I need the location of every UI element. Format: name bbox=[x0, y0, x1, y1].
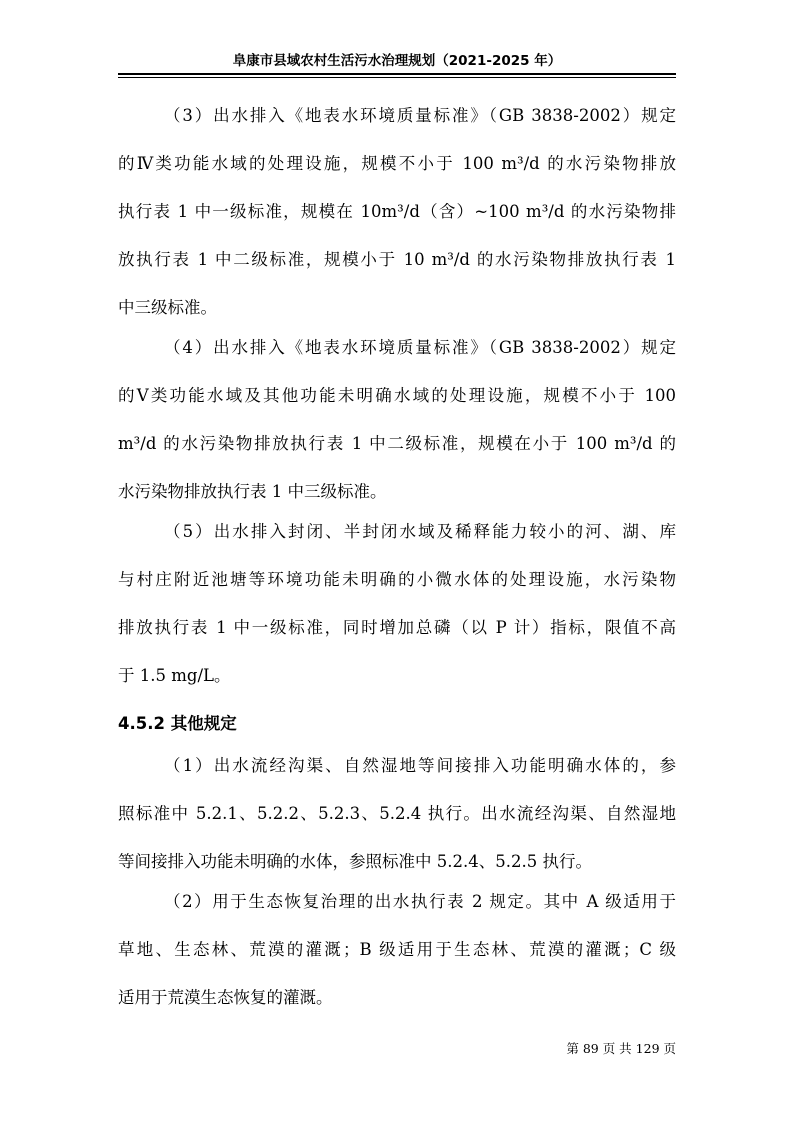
paragraph-3-line: （3）出水排入《地表水环境质量标准》（GB 3838-2002）规定 bbox=[164, 106, 676, 125]
rule-2-line: 草地、生态林、荒漠的灌溉；B 级适用于生态林、荒漠的灌溉；C 级 bbox=[118, 940, 676, 959]
header-rule bbox=[118, 73, 676, 75]
paragraph-4-line: 水污染物排放执行表 1 中三级标准。 bbox=[118, 482, 387, 501]
header-rule-thin bbox=[118, 77, 676, 78]
paragraph-4-line: m³/d 的水污染物排放执行表 1 中二级标准，规模在小于 100 m³/d 的 bbox=[118, 434, 676, 453]
page-number: 第 89 页 共 129 页 bbox=[566, 1041, 676, 1056]
running-header: 阜康市县域农村生活污水治理规划（2021-2025 年） bbox=[232, 53, 562, 69]
paragraph-3-line: 放执行表 1 中二级标准，规模小于 10 m³/d 的水污染物排放执行表 1 bbox=[118, 250, 676, 269]
paragraph-3-line: 的Ⅳ类功能水域的处理设施，规模不小于 100 m³/d 的水污染物排放 bbox=[118, 154, 676, 173]
rule-1-line: 照标准中 5.2.1、5.2.2、5.2.3、5.2.4 执行。出水流经沟渠、自然湿地 bbox=[118, 804, 676, 823]
rule-2-line: （2）用于生态恢复治理的出水执行表 2 规定。其中 A 级适用于 bbox=[164, 892, 676, 911]
paragraph-4-line: 的Ⅴ类功能水域及其他功能未明确水域的处理设施，规模不小于 100 bbox=[118, 386, 676, 405]
paragraph-4-line: （4）出水排入《地表水环境质量标准》（GB 3838-2002）规定 bbox=[164, 338, 676, 357]
rule-1-line: （1）出水流经沟渠、自然湿地等间接排入功能明确水体的，参 bbox=[164, 756, 676, 775]
rule-1-line: 等间接排入功能未明确的水体，参照标准中 5.2.4、5.2.5 执行。 bbox=[118, 852, 592, 871]
rule-2-line: 适用于荒漠生态恢复的灌溉。 bbox=[118, 988, 333, 1007]
paragraph-3-line: 执行表 1 中一级标准，规模在 10m³/d（含）~100 m³/d 的水污染物排 bbox=[118, 202, 676, 221]
paragraph-5-line: （5）出水排入封闭、半封闭水域及稀释能力较小的河、湖、库 bbox=[164, 522, 676, 541]
paragraph-3-line: 中三级标准。 bbox=[118, 298, 217, 317]
paragraph-5-line: 于 1.5 mg/L。 bbox=[118, 666, 231, 685]
paragraph-5-line: 排放执行表 1 中一级标准，同时增加总磷（以 P 计）指标，限值不高 bbox=[118, 618, 676, 637]
section-heading: 4.5.2 其他规定 bbox=[118, 714, 237, 733]
paragraph-5-line: 与村庄附近池塘等环境功能未明确的小微水体的处理设施，水污染物 bbox=[118, 570, 676, 589]
